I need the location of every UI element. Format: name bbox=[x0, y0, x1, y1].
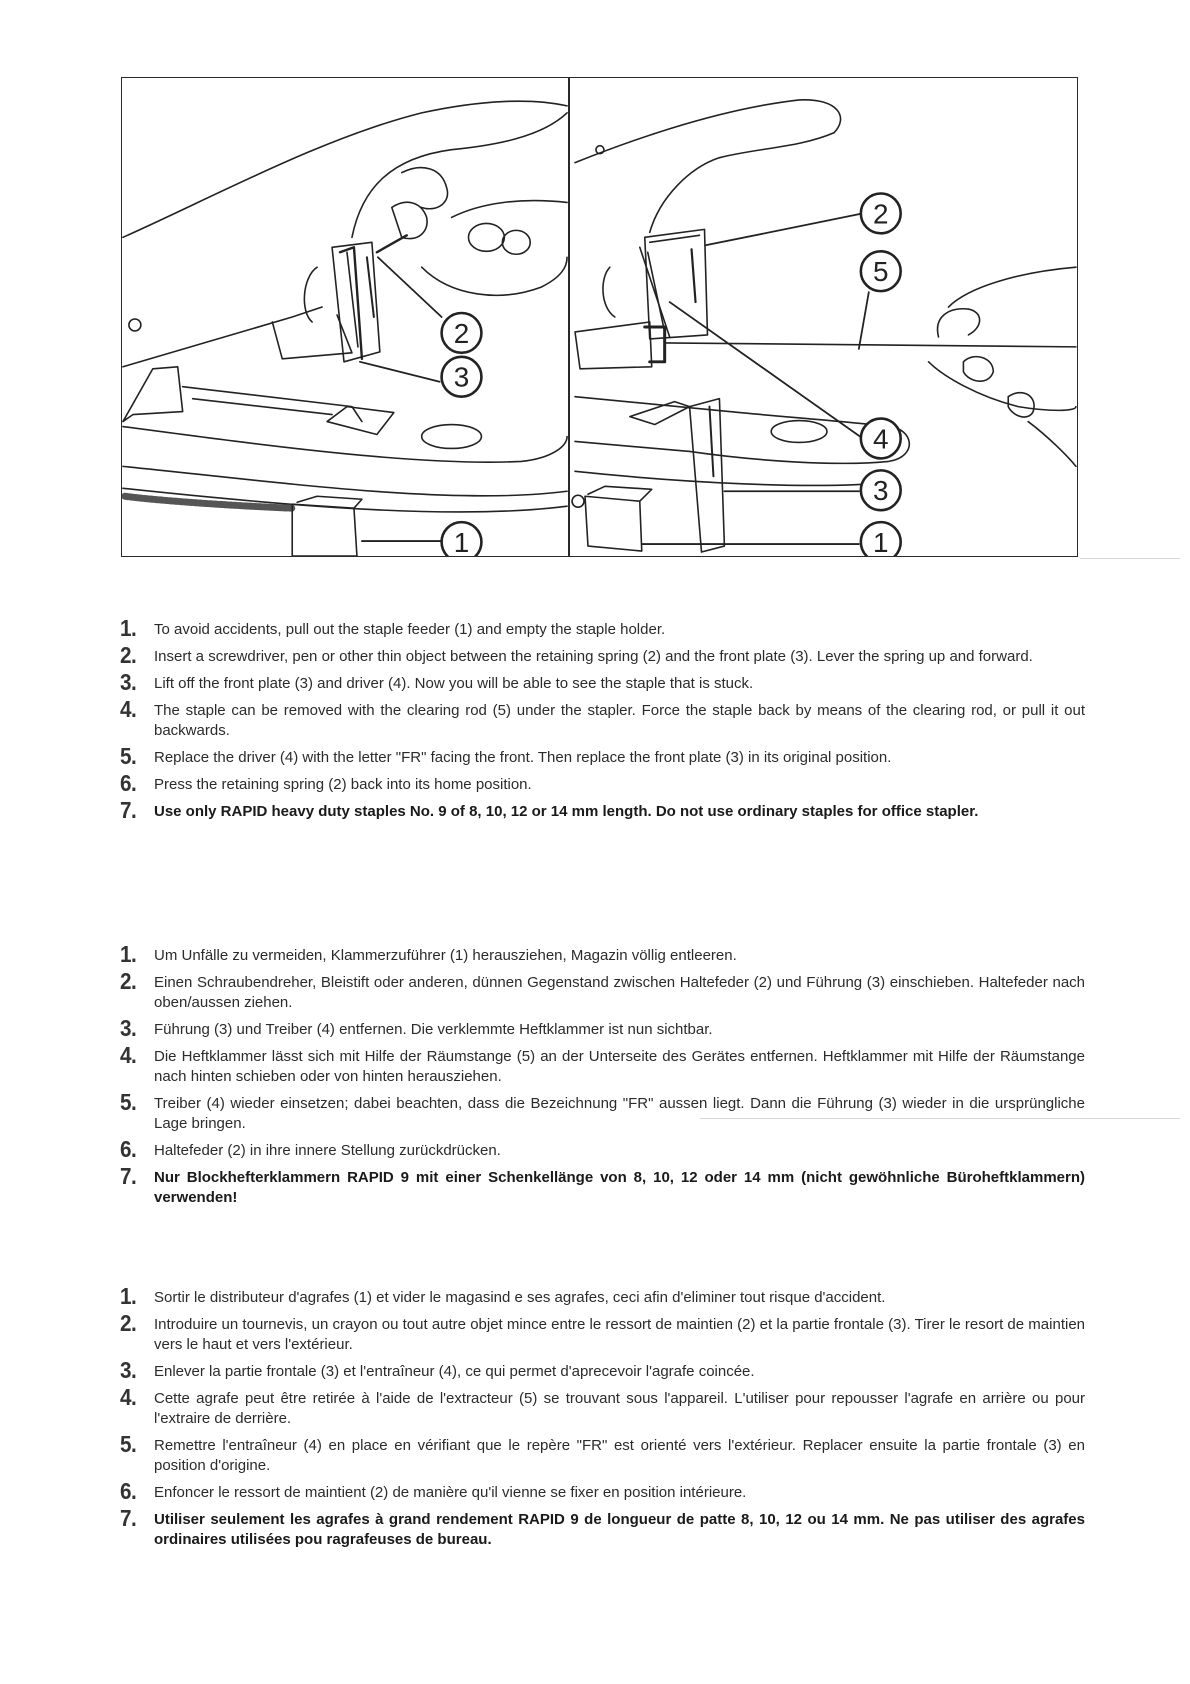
step-item bbox=[120, 1384, 1085, 1429]
instructions-french bbox=[120, 1283, 1085, 1555]
step-item bbox=[120, 1089, 1085, 1134]
instructions-german bbox=[120, 941, 1085, 1213]
step-item bbox=[120, 1478, 1085, 1504]
step-item bbox=[120, 1357, 1085, 1383]
step-number: 2. bbox=[120, 968, 137, 994]
step-item bbox=[120, 1136, 1085, 1162]
step-number: 6. bbox=[120, 770, 137, 796]
step-number: 3. bbox=[120, 1015, 137, 1041]
step-number: 5. bbox=[120, 743, 137, 769]
step-text: Lift off the front plate (3) and driver (4). Now you will be able to see the staple that is stuck. bbox=[154, 675, 754, 692]
step-text: Press the retaining spring (2) back into its home position. bbox=[154, 776, 532, 793]
step-item bbox=[120, 743, 1085, 769]
callout-2 bbox=[442, 313, 482, 353]
step-item-warning bbox=[120, 797, 1085, 823]
step-number: 1. bbox=[120, 941, 137, 967]
illustration-left-panel bbox=[122, 78, 568, 556]
callout-2 bbox=[861, 194, 901, 234]
step-item bbox=[120, 770, 1085, 796]
stapler-clearing-rod-illustration bbox=[569, 78, 1077, 556]
step-item bbox=[120, 642, 1085, 668]
step-item bbox=[120, 1310, 1085, 1355]
step-text: To avoid accidents, pull out the staple feeder (1) and empty the staple holder. bbox=[154, 621, 666, 638]
illustration-right-panel bbox=[569, 78, 1077, 556]
step-number: 2. bbox=[120, 1310, 137, 1336]
step-number: 2. bbox=[120, 642, 137, 668]
callout-4 bbox=[861, 419, 901, 459]
callout-5 bbox=[861, 251, 901, 291]
step-item bbox=[120, 1042, 1085, 1087]
step-item bbox=[120, 615, 1085, 641]
step-text: Enfoncer le ressort de maintient (2) de manière qu'il vienne se fixer en position intérieure. bbox=[154, 1484, 747, 1501]
svg-text:5: 5 bbox=[873, 256, 889, 288]
step-number: 7. bbox=[120, 797, 137, 823]
step-number: 7. bbox=[120, 1163, 137, 1189]
step-number: 3. bbox=[120, 1357, 137, 1383]
step-item bbox=[120, 1283, 1085, 1309]
step-number: 6. bbox=[120, 1478, 137, 1504]
step-item bbox=[120, 941, 1085, 967]
step-text: Enlever la partie frontale (3) et l'entraîneur (4), ce qui permet d'aprecevoir l'agrafe coincée. bbox=[154, 1363, 755, 1380]
step-item bbox=[120, 696, 1085, 741]
step-text: Einen Schraubendreher, Bleistift oder anderen, dünnen Gegenstand zwischen Haltefeder (2) und Führung (3) einschieben. Haltefeder nach oben/aussen ziehen. bbox=[154, 974, 1085, 1011]
step-text: Sortir le distributeur d'agrafes (1) et vider le magasind e ses agrafes, ceci afin d'eliminer tout risque d'accident. bbox=[154, 1289, 886, 1306]
callout-3 bbox=[442, 357, 482, 397]
step-item bbox=[120, 968, 1085, 1013]
step-number: 3. bbox=[120, 669, 137, 695]
step-text: Replace the driver (4) with the letter "FR" facing the front. Then replace the front plate (3) in its original position. bbox=[154, 749, 892, 766]
step-number: 5. bbox=[120, 1431, 137, 1457]
svg-text:3: 3 bbox=[453, 361, 470, 393]
step-number: 4. bbox=[120, 1384, 137, 1410]
step-number: 5. bbox=[120, 1089, 137, 1115]
step-text: Introduire un tournevis, un crayon ou tout autre objet mince entre le ressort de maintien (2) et la partie frontale (3). Tirer le resort de maintien vers le haut et vers l'extérieur. bbox=[154, 1316, 1085, 1353]
callout-1 bbox=[442, 522, 482, 556]
step-number: 4. bbox=[120, 1042, 137, 1068]
step-text: Remettre l'entraîneur (4) en place en vérifiant que le repère "FR" est orienté vers l'extérieur. Replacer ensuite la partie frontale (3) en position d'origine. bbox=[154, 1437, 1085, 1474]
scan-artifact bbox=[1080, 558, 1180, 559]
instructions-english bbox=[120, 615, 1085, 827]
callout-3 bbox=[861, 470, 901, 510]
step-text: Use only RAPID heavy duty staples No. 9 of 8, 10, 12 or 14 mm length. Do not use ordinary staples for office stapler. bbox=[154, 803, 979, 820]
svg-text:1: 1 bbox=[873, 527, 889, 556]
svg-text:2: 2 bbox=[873, 198, 889, 230]
step-item-warning bbox=[120, 1505, 1085, 1550]
step-text: Treiber (4) wieder einsetzen; dabei beachten, dass die Bezeichnung "FR" aussen liegt. Dann die Führung (3) wieder in die ursprüngliche Lage bringen. bbox=[154, 1095, 1085, 1132]
svg-text:1: 1 bbox=[453, 527, 470, 556]
step-text: Führung (3) und Treiber (4) entfernen. Die verklemmte Heftklammer ist nun sichtbar. bbox=[154, 1021, 713, 1038]
step-item bbox=[120, 669, 1085, 695]
step-text: Utiliser seulement les agrafes à grand rendement RAPID 9 de longueur de patte 8, 10, 12 ou 14 mm. Ne pas utiliser des agrafes ordinaires utilisées pou ragrafeuses de bureau. bbox=[154, 1511, 1085, 1548]
callout-1 bbox=[861, 522, 901, 556]
step-text: Cette agrafe peut être retirée à l'aide de l'extracteur (5) se trouvant sous l'appareil. L'utiliser pour repousser l'agrafe en arrière ou pour l'extraire de derrière. bbox=[154, 1390, 1085, 1427]
step-number: 1. bbox=[120, 615, 137, 641]
step-number: 1. bbox=[120, 1283, 137, 1309]
svg-text:4: 4 bbox=[873, 423, 889, 455]
step-item bbox=[120, 1431, 1085, 1476]
step-item-warning bbox=[120, 1163, 1085, 1208]
step-text: Nur Blockhefterklammern RAPID 9 mit einer Schenkellänge von 8, 10, 12 oder 14 mm (nicht gewöhnliche Büroheftklammern) verwenden! bbox=[154, 1169, 1085, 1206]
step-item bbox=[120, 1015, 1085, 1041]
step-number: 6. bbox=[120, 1136, 137, 1162]
step-text: Haltefeder (2) in ihre innere Stellung zurückdrücken. bbox=[154, 1142, 501, 1159]
step-text: Um Unfälle zu vermeiden, Klammerzuführer (1) herausziehen, Magazin völlig entleeren. bbox=[154, 947, 737, 964]
stapler-screwdriver-illustration bbox=[122, 78, 568, 556]
svg-text:2: 2 bbox=[453, 317, 470, 349]
step-number: 7. bbox=[120, 1505, 137, 1531]
step-text: Insert a screwdriver, pen or other thin object between the retaining spring (2) and the front plate (3). Lever the spring up and forward. bbox=[154, 648, 1033, 665]
step-text: The staple can be removed with the clearing rod (5) under the stapler. Force the staple back by means of the clearing rod, or pull it out backwards. bbox=[154, 702, 1085, 739]
step-number: 4. bbox=[120, 696, 137, 722]
step-text: Die Heftklammer lässt sich mit Hilfe der Räumstange (5) an der Unterseite des Gerätes entfernen. Heftklammer mit Hilfe der Räumstange nach hinten schieben oder von hinten herausziehen. bbox=[154, 1048, 1085, 1085]
illustration-frame bbox=[121, 77, 1078, 557]
svg-text:3: 3 bbox=[873, 475, 889, 507]
